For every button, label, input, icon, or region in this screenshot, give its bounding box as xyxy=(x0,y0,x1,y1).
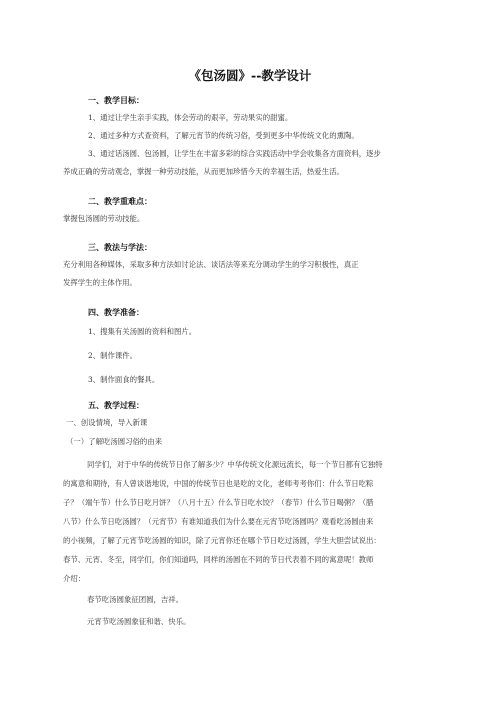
preparation-item: 3、制作面食的餐具。 xyxy=(88,375,160,384)
process-paragraph-line: 春节、元宵、冬至，同学们，你们知道吗，同样的汤圆在不同的节日代表着不同的寓意呢！教师 xyxy=(63,555,374,564)
festival-meaning-line: 元宵节吃汤圆象征和谐、快乐。 xyxy=(87,617,191,626)
section-process-heading: 五、教学过程： xyxy=(88,400,144,410)
process-paragraph-line: 的寓意和期待，有人曾谈谐地说，中国的传统节日也是吃的文化，老师考考你们：什么节日吃粽 xyxy=(63,479,374,488)
process-paragraph-line: 的小视频，了解了元宵节吃汤圆的知识，除了元宵你还在哪个节日吃过汤圆，学生大胆尝试说出： xyxy=(63,536,381,545)
objective-item: 3、通过话汤圆、包汤圆，让学生在丰富多彩的综合实践活动中学会收集各方面资料，逐步 xyxy=(88,149,381,158)
objective-item: 2、通过多种方式查资料，了解元宵节的传统习俗，受到更多中华传统文化的熏陶。 xyxy=(88,131,359,140)
section-preparation-heading: 四、教学准备： xyxy=(88,307,144,317)
process-paragraph-line: 介绍： xyxy=(63,574,86,583)
process-subheading: 一、创设情境，导入新课 xyxy=(66,418,148,427)
section-keypoints-heading: 二、教学重难点： xyxy=(88,196,152,206)
objective-item: 1、通过让学生亲手实践，体会劳动的艰辛，劳动果实的甜蜜。 xyxy=(88,113,293,122)
section-methods-heading: 三、教法与学法： xyxy=(88,242,152,252)
process-paragraph-line: 八节）什么节日吃汤圆？（元宵节）有谁知道我们为什么要在元宵节吃汤圆吗？观看吃汤圆由来 xyxy=(63,517,374,526)
keypoints-text: 掌握包汤圆的劳动技能。 xyxy=(63,214,145,223)
process-subheading: （一）了解吃汤圆习俗的由来 xyxy=(66,437,163,446)
objective-item: 养成正确的劳动观念，掌握一种劳动技能，从而更加珍惜今天的幸福生活，热爱生活。 xyxy=(63,167,344,176)
festival-meaning-line: 春节吃汤圆象征团圆，吉祥。 xyxy=(87,595,184,604)
section-objectives-heading: 一、教学目标： xyxy=(88,95,144,105)
document-title: 《包汤圆》--教学设计 xyxy=(188,68,312,83)
preparation-item: 1、搜集有关汤圆的资料和图片。 xyxy=(88,327,197,336)
preparation-item: 2、制作课件。 xyxy=(88,351,138,360)
methods-text: 充分利用各种媒体，采取多种方法如讨论法、谈话法等来充分调动学生的学习积极性，真正 xyxy=(63,260,359,269)
process-paragraph-line: 子？（端午节）什么节日吃月饼？（八月十五）什么节日吃水饺？（春节）什么节日喝粥？（腊 xyxy=(63,498,374,507)
methods-text: 发挥学生的主体作用。 xyxy=(63,278,137,287)
process-paragraph-line: 同学们，对于中华的传统节日你了解多少？中华传统文化源远流长，每一个节日都有它独特 xyxy=(87,460,383,469)
